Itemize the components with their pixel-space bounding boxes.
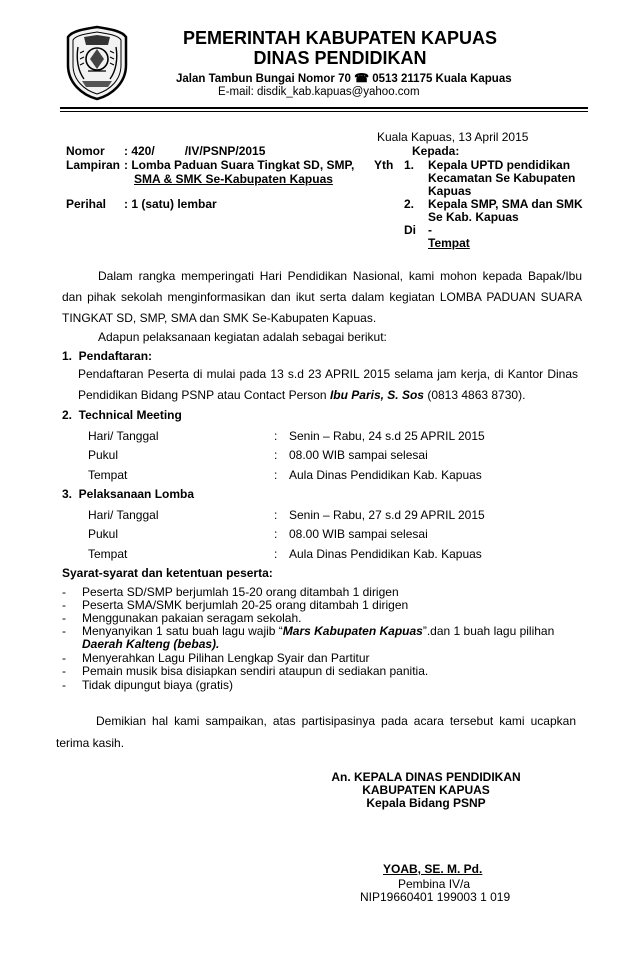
s3-row-3-value: Aula Dinas Pendidikan Kab. Kapuas xyxy=(289,547,482,561)
recipient-1-line-3: Kapuas xyxy=(428,184,472,198)
perihal-label: Perihal xyxy=(66,197,107,211)
lampiran-value-1: : Lomba Paduan Suara Tingkat SD, SMP, xyxy=(124,158,355,172)
recipient-1-line-1: Kepala UPTD pendidikan xyxy=(428,158,571,172)
condition-1-text: Peserta SD/SMP berjumlah 15-20 orang ditambah 1 dirigen xyxy=(82,585,399,599)
recipient-2-line-2: Se Kab. Kapuas xyxy=(428,210,519,224)
s3-row-2-colon: : xyxy=(274,527,278,541)
condition-4-text-a: Menyanyikan 1 satu buah lagu wajib “ xyxy=(82,624,283,638)
s3-row-1-colon: : xyxy=(274,508,278,522)
recipient-2-num: 2. xyxy=(404,197,415,211)
condition-7-dash: - xyxy=(62,678,66,692)
recipient-1-line-2: Kecamatan Se Kabupaten xyxy=(428,171,576,185)
signature-line-3: Kepala Bidang PSNP xyxy=(366,796,486,810)
phone-icon: ☎ xyxy=(354,71,370,85)
s2-row-3-label: Tempat xyxy=(88,468,128,482)
s2-row-2-label: Pukul xyxy=(88,448,119,462)
lampiran-label: Lampiran xyxy=(66,158,121,172)
condition-4-dash: - xyxy=(62,624,66,638)
s3-row-2-value: 08.00 WIB sampai selesai xyxy=(289,527,428,541)
condition-4-song: Mars Kabupaten Kapuas xyxy=(282,624,423,638)
signatory-nip: NIP19660401 199003 1 019 xyxy=(360,890,511,904)
condition-2-text: Peserta SMA/SMK berjumlah 20-25 orang ditambah 1 dirigen xyxy=(82,598,409,612)
s2-row-3-colon: : xyxy=(274,468,278,482)
s3-row-2-label: Pukul xyxy=(88,527,119,541)
nomor-label: Nomor xyxy=(66,144,105,158)
intro-paragraph-2: Adapun pelaksanaan kegiatan adalah sebagai berikut: xyxy=(98,330,387,344)
s2-row-2-value: 08.00 WIB sampai selesai xyxy=(289,448,428,462)
s2-row-2-colon: : xyxy=(274,448,278,462)
yth-label: Yth xyxy=(374,158,394,172)
condition-4-song-2: Daerah Kalteng (bebas). xyxy=(82,637,220,651)
lampiran-value-2: SMA & SMK Se-Kabupaten Kapuas xyxy=(134,172,333,186)
recipient-2-line-1: Kepala SMP, SMA dan SMK xyxy=(428,197,583,211)
condition-3-text: Menggunakan pakaian seragam sekolah. xyxy=(82,611,302,625)
contact-person: Ibu Paris, S. Sos xyxy=(329,388,424,402)
kapuas-emblem-logo xyxy=(64,25,130,101)
condition-5-text: Menyerahkan Lagu Pilihan Lengkap Syair dan Partitur xyxy=(82,651,370,665)
di-label: Di xyxy=(404,223,416,237)
recipient-1-num: 1. xyxy=(404,158,415,172)
condition-6-dash: - xyxy=(62,664,66,678)
place-date: Kuala Kapuas, 13 April 2015 xyxy=(377,130,529,144)
section-1-title: 1. Pendaftaran: xyxy=(62,349,153,363)
header-address xyxy=(176,71,512,85)
syarat-title: Syarat-syarat dan ketentuan peserta: xyxy=(62,566,273,580)
header-email: E-mail: disdik_kab.kapuas@yahoo.com xyxy=(218,86,420,98)
s3-row-3-colon: : xyxy=(274,547,278,561)
address-phone: 0513 21175 Kuala Kapuas xyxy=(372,73,512,85)
condition-5-dash: - xyxy=(62,651,66,665)
condition-4-text xyxy=(82,625,582,651)
address-street: Jalan Tambun Bungai Nomor 70 xyxy=(176,73,351,85)
perihal-value: : 1 (satu) lembar xyxy=(124,197,217,211)
condition-3-dash: - xyxy=(62,611,66,625)
header-title-2: DINAS PENDIDIKAN xyxy=(253,48,427,68)
section-1-text xyxy=(78,364,578,406)
s3-row-1-label: Hari/ Tanggal xyxy=(88,508,159,522)
condition-7-text: Tidak dipungut biaya (gratis) xyxy=(82,678,233,692)
closing-paragraph: Demikian hal kami sampaikan, atas partisipasinya pada acara tersebut kami ucapkan terima kasih. xyxy=(56,714,576,750)
s2-row-1-value: Senin – Rabu, 24 s.d 25 APRIL 2015 xyxy=(289,429,485,443)
signature-line-1: An. KEPALA DINAS PENDIDIKAN xyxy=(331,770,521,784)
kepada-label: Kepada: xyxy=(412,144,460,158)
section-3-title: 3. Pelaksanaan Lomba xyxy=(62,487,195,501)
s2-row-3-value: Aula Dinas Pendidikan Kab. Kapuas xyxy=(289,468,482,482)
condition-6-text: Pemain musik bisa disiapkan sendiri ataupun di sediakan panitia. xyxy=(82,664,429,678)
nomor-value: : 420/ /IV/PSNP/2015 xyxy=(124,144,266,158)
condition-2-dash: - xyxy=(62,598,66,612)
intro-paragraph: Dalam rangka memperingati Hari Pendidikan Nasional, kami mohon kepada Bapak/Ibu dan pihak sekolah menginformasikan dan ikut serta dalam kegiatan LOMBA PADUAN SUARA TINGKAT SD, SMP, SMA dan SMK Se-Kabupaten Kapuas. xyxy=(62,269,582,325)
header-title-1: PEMERINTAH KABUPATEN KAPUAS xyxy=(182,28,497,48)
s2-row-1-label: Hari/ Tanggal xyxy=(88,429,159,443)
condition-4-text-b: ”.dan 1 buah lagu pilihan xyxy=(422,624,555,638)
s2-row-1-colon: : xyxy=(274,429,278,443)
section-1-text-a: Pendaftaran Peserta di mulai pada 13 s.d 23 APRIL 2015 selama jam kerja, di Kantor Dinas Pendidikan Bidang PSNP atau Contact Person xyxy=(78,367,578,402)
header-divider-thick xyxy=(60,107,588,109)
s3-row-3-label: Tempat xyxy=(88,547,128,561)
section-2-title: 2. Technical Meeting xyxy=(62,408,182,422)
condition-1-dash: - xyxy=(62,585,66,599)
section-1-text-b: (0813 4863 8730). xyxy=(423,388,526,402)
tempat-label: Tempat xyxy=(428,236,470,250)
signature-line-2: KABUPATEN KAPUAS xyxy=(362,783,490,797)
header-divider-thin xyxy=(60,111,588,112)
signatory-rank: Pembina IV/a xyxy=(398,877,471,891)
di-dash: - xyxy=(428,223,432,237)
signatory-name: YOAB, SE. M. Pd. xyxy=(383,862,483,876)
s3-row-1-value: Senin – Rabu, 27 s.d 29 APRIL 2015 xyxy=(289,508,485,522)
